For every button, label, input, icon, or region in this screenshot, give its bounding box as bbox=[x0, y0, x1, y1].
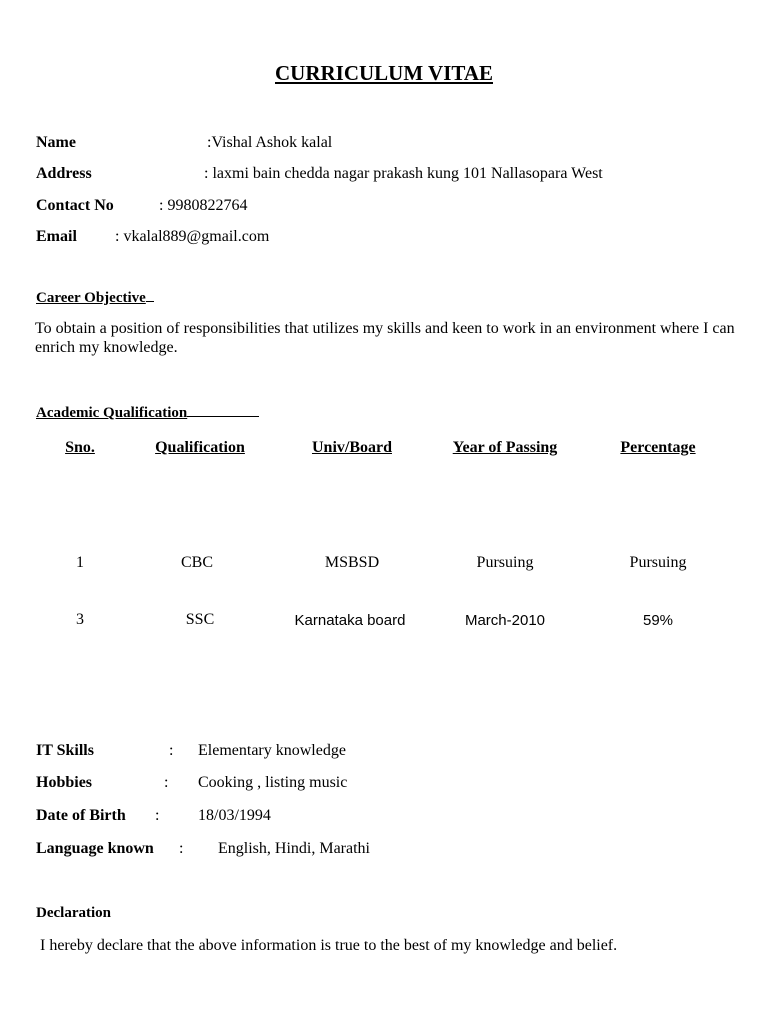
name-value: :Vishal Ashok kalal bbox=[207, 134, 333, 151]
language-colon: : bbox=[179, 840, 184, 857]
hobbies-colon: : bbox=[164, 774, 169, 791]
contact-value: : 9980822764 bbox=[159, 197, 248, 214]
dob-label: Date of Birth bbox=[36, 807, 126, 824]
email-label: Email bbox=[36, 228, 77, 245]
column-header-percentage: Percentage bbox=[620, 439, 696, 456]
it-skills-colon: : bbox=[169, 742, 174, 759]
dob-value: 18/03/1994 bbox=[198, 807, 271, 824]
table-cell: 1 bbox=[76, 554, 84, 571]
column-header-year: Year of Passing bbox=[452, 439, 558, 456]
heading-underline-extension bbox=[146, 287, 154, 302]
declaration-heading: Declaration bbox=[36, 905, 111, 921]
table-cell: 59% bbox=[642, 612, 674, 629]
language-value: English, Hindi, Marathi bbox=[218, 840, 370, 857]
column-header-sno: Sno. bbox=[65, 439, 95, 456]
hobbies-value: Cooking , listing music bbox=[198, 774, 348, 791]
table-cell: Karnataka board bbox=[294, 612, 406, 629]
career-objective-text: To obtain a position of responsibilities that utilizes my skills and keen to work in an environment where I can enrich my knowledge. bbox=[35, 320, 735, 356]
career-objective-heading-text: Career Objective bbox=[36, 290, 146, 306]
heading-underline-extension bbox=[187, 402, 259, 417]
hobbies-label: Hobbies bbox=[36, 774, 93, 791]
academic-heading bbox=[36, 402, 259, 422]
table-cell: MSBSD bbox=[324, 554, 380, 571]
table-cell: CBC bbox=[180, 554, 213, 571]
name-label: Name bbox=[36, 134, 76, 151]
table-cell: Pursuing bbox=[476, 554, 534, 571]
table-cell: March-2010 bbox=[464, 612, 546, 629]
address-value: : laxmi bain chedda nagar prakash kung 101 Nallasopara West bbox=[204, 165, 603, 182]
table-cell: Pursuing bbox=[629, 554, 687, 571]
declaration-text: I hereby declare that the above information is true to the best of my knowledge and belief. bbox=[40, 937, 618, 954]
it-skills-value: Elementary knowledge bbox=[198, 742, 346, 759]
academic-heading-text: Academic Qualification bbox=[36, 405, 188, 421]
column-header-qualification: Qualification bbox=[155, 439, 245, 456]
address-label: Address bbox=[36, 165, 92, 182]
language-label: Language known bbox=[36, 840, 154, 857]
dob-colon: : bbox=[155, 807, 160, 824]
table-cell: 3 bbox=[76, 611, 84, 628]
document-title: CURRICULUM VITAE bbox=[275, 61, 493, 85]
it-skills-label: IT Skills bbox=[36, 742, 94, 759]
contact-label: Contact No bbox=[36, 197, 114, 214]
career-objective-heading bbox=[36, 287, 154, 307]
table-cell: SSC bbox=[185, 611, 215, 628]
email-value: : vkalal889@gmail.com bbox=[115, 228, 270, 245]
column-header-board: Univ/Board bbox=[311, 439, 392, 456]
